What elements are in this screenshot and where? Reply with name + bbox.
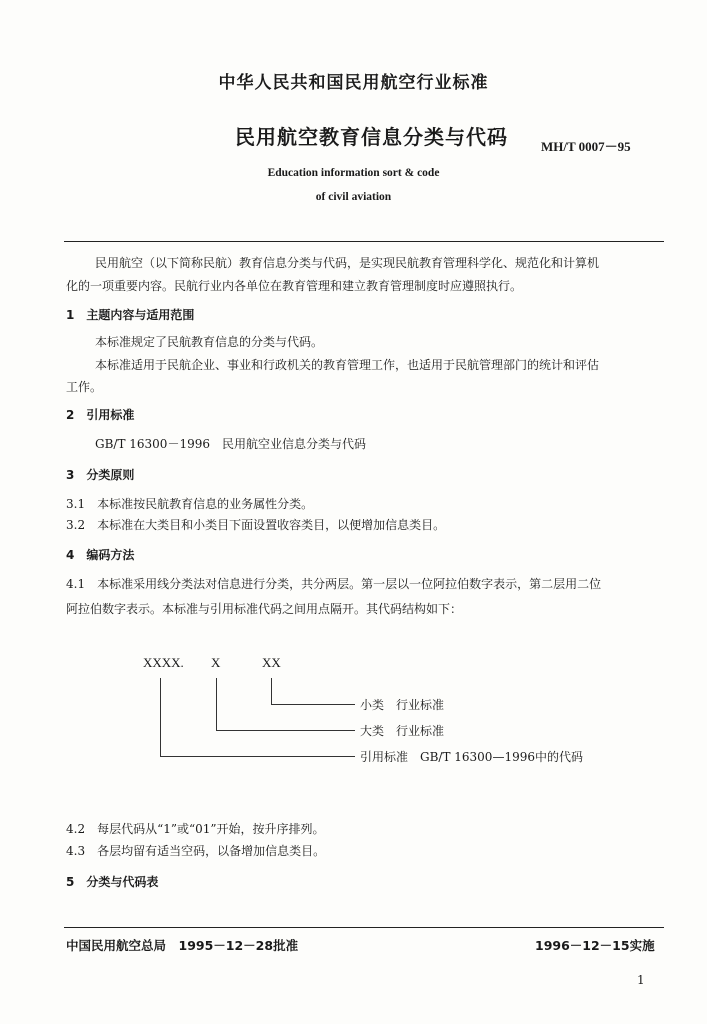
large-class-horizontal-line [216, 730, 355, 731]
reference-horizontal-line [160, 756, 355, 757]
reference-label: 引用标准 GB/T 16300—1996中的代码 [360, 750, 583, 764]
section3-item2: 3.2 本标准在大类目和小类目下面设置收容类目，以便增加信息类目。 [66, 518, 446, 532]
code-small-part: XX [262, 655, 281, 670]
section4-item2: 4.2 每层代码从“1”或“01”开始，按升序排列。 [66, 822, 325, 836]
section3-heading: 3 分类原则 [66, 468, 135, 482]
small-class-label: 小类 行业标准 [360, 698, 445, 712]
large-class-vertical-line [216, 678, 217, 730]
standard-title: 民用航空教育信息分类与代码 [235, 125, 508, 149]
code-large-part: X [211, 655, 221, 670]
section4-p1-line2: 阿拉伯数字表示。本标准与引用标准代码之间用点隔开。其代码结构如下： [66, 602, 463, 616]
section1-p1: 本标准规定了民航教育信息的分类与代码。 [95, 335, 324, 349]
english-title-line2: of civil aviation [315, 191, 392, 203]
section2-heading: 2 引用标准 [66, 408, 135, 422]
section1-p2-line2: 工作。 [66, 380, 103, 394]
section4-item3: 4.3 各层均留有适当空码，以备增加信息类目。 [66, 844, 326, 858]
section1-p2-line1: 本标准适用于民航企业、事业和行政机关的教育管理工作，也适用于民航管理部门的统计和评估 [95, 358, 600, 372]
standard-category-title: 中华人民共和国民用航空行业标准 [218, 73, 489, 93]
code-ref-part: XXXX. [143, 655, 184, 670]
reference-vertical-line [160, 678, 161, 756]
small-class-horizontal-line [271, 704, 355, 705]
section5-heading: 5 分类与代码表 [66, 875, 159, 889]
large-class-label: 大类 行业标准 [360, 724, 445, 738]
section3-item1: 3.1 本标准按民航教育信息的业务属性分类。 [66, 497, 314, 511]
section4-heading: 4 编码方法 [66, 548, 135, 562]
section2-reference: GB/T 16300－1996 民用航空业信息分类与代码 [95, 437, 366, 451]
english-title-line1: Education information sort & code [267, 167, 440, 179]
approval-info: 中国民用航空总局 1995－12－28批准 [66, 938, 299, 953]
section1-heading: 1 主题内容与适用范围 [66, 308, 195, 322]
effective-date: 1996－12－15实施 [535, 938, 655, 953]
standard-code: MH/T 0007－95 [541, 139, 631, 154]
intro-line2: 化的一项重要内容。民航行业内各单位在教育管理和建立教育管理制度时应遵照执行。 [66, 279, 523, 293]
page-number: 1 [637, 973, 645, 987]
section4-p1-line1: 4.1 本标准采用线分类法对信息进行分类，共分两层。第一层以一位阿拉伯数字表示，第二层用二位 [66, 577, 602, 591]
intro-line1: 民用航空（以下简称民航）教育信息分类与代码，是实现民航教育管理科学化、规范化和计算机 [95, 256, 600, 270]
header-rule [64, 241, 664, 242]
footer-rule [64, 927, 664, 928]
small-class-vertical-line [271, 678, 272, 704]
